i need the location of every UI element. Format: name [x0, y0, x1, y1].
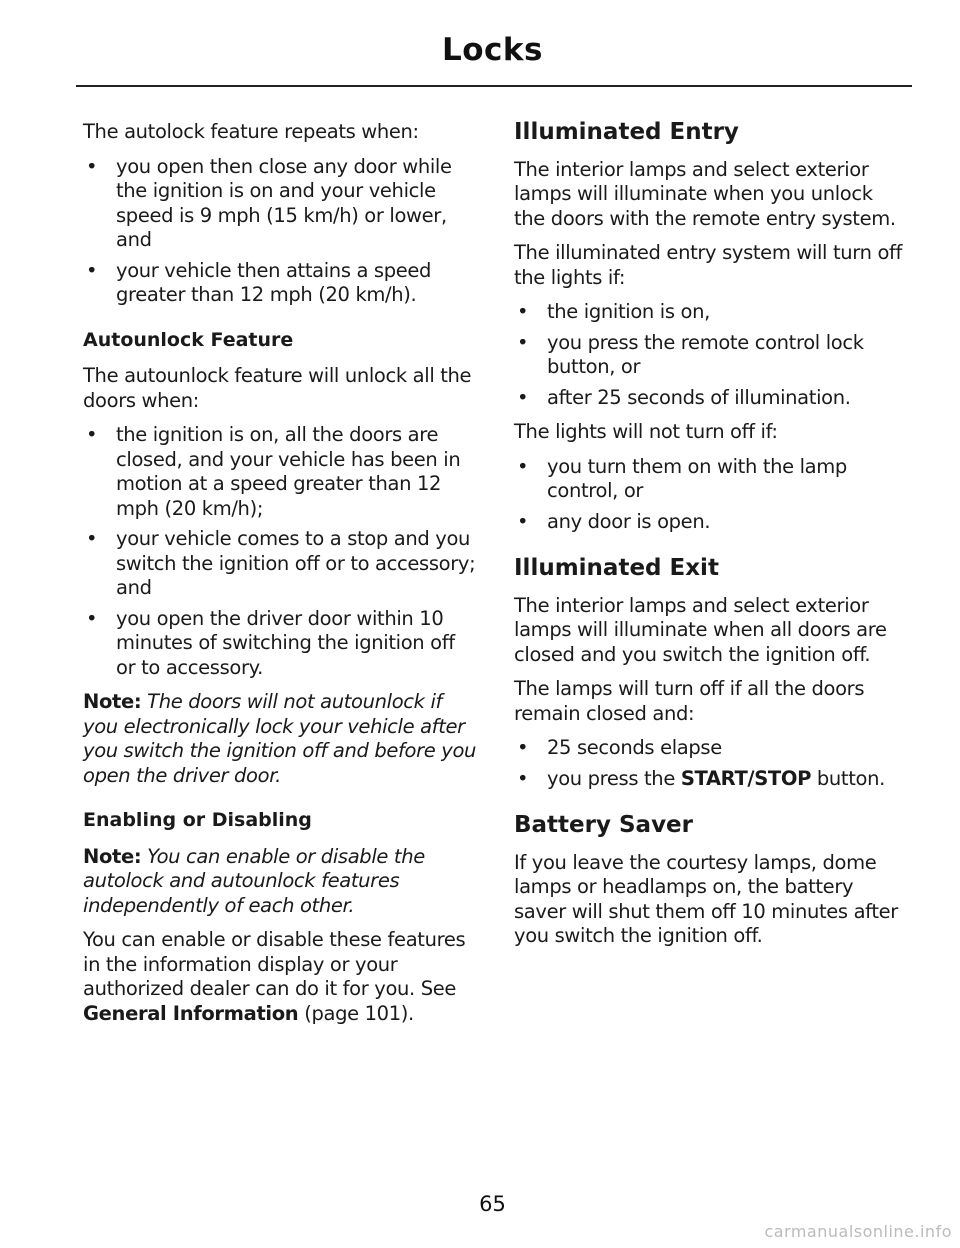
list-item: • any door is open.	[517, 509, 711, 533]
bullet: •	[517, 385, 529, 409]
list-item: • the ignition is on, all the doors are closed, and your vehicle has been in motion at a speed greater than 12 mph (20 km/h);	[86, 423, 461, 520]
right-column	[514, 120, 909, 959]
enable-paragraph: You can enable or disable these features in the information display or your authorized dealer can do it for you. See General Information (page 101).	[83, 928, 466, 1025]
exit-list	[514, 736, 909, 791]
note-autounlock: Note: The doors will not autounlock if you electronically lock your vehicle after you switch the ignition off and before you open the driver door.	[83, 690, 477, 787]
list-item: • 25 seconds elapse	[517, 736, 722, 759]
list-item: • you turn them on with the lamp control, or	[517, 454, 847, 502]
autounlock-heading: Autounlock Feature	[83, 328, 294, 351]
list-item: • you open the driver door within 10 minutes of switching the ignition off or to accessory.	[86, 606, 455, 679]
list-item: • your vehicle then attains a speed greater than 12 mph (20 km/h).	[86, 258, 432, 306]
bullet: •	[86, 527, 98, 550]
entry-list-2	[514, 455, 909, 535]
autolock-repeat-intro: The autolock feature repeats when:	[83, 120, 419, 143]
entry-list	[514, 300, 909, 410]
bullet: •	[517, 736, 529, 759]
illuminated-entry-heading: Illuminated Entry	[514, 119, 739, 145]
entry-paragraph-3: The lights will not turn off if:	[514, 420, 778, 443]
autounlock-list	[83, 423, 478, 680]
bullet: •	[517, 766, 529, 790]
left-column	[83, 120, 478, 1036]
list-item: • you press the START/STOP button.	[517, 766, 885, 790]
exit-paragraph-1: The interior lamps and select exterior lamps will illuminate when all doors are closed and you switch the ignition off.	[514, 593, 887, 666]
illuminated-exit-heading: Illuminated Exit	[514, 555, 719, 581]
list-item: • you open then close any door while the ignition is on and your vehicle speed is 9 mph (15 km/h) or lower, and	[86, 154, 452, 251]
header-divider	[76, 85, 912, 87]
general-information-link[interactable]: General Information	[83, 1001, 299, 1025]
autolock-repeat-list	[83, 155, 478, 308]
bullet: •	[86, 154, 98, 178]
bullet: •	[517, 509, 529, 533]
watermark-footer: carmanualsonline.info	[764, 1222, 952, 1241]
battery-saver-heading: Battery Saver	[514, 812, 694, 838]
exit-paragraph-2: The lamps will turn off if all the doors remain closed and:	[514, 677, 865, 725]
bullet: •	[517, 330, 529, 354]
bullet: •	[86, 258, 98, 282]
bullet: •	[86, 606, 98, 630]
bullet: •	[517, 454, 529, 478]
entry-paragraph-2: The illuminated entry system will turn off the lights if:	[514, 241, 903, 289]
list-item: • you press the remote control lock button, or	[517, 330, 864, 378]
bullet: •	[86, 423, 98, 446]
page-number: 65	[479, 1192, 506, 1216]
start-stop-label: START/STOP	[680, 766, 812, 790]
enabling-heading: Enabling or Disabling	[83, 809, 312, 831]
saver-paragraph: If you leave the courtesy lamps, dome lamps or headlamps on, the battery saver will shut them off 10 minutes after you switch the ignition off.	[514, 850, 898, 947]
entry-paragraph-1: The interior lamps and select exterior lamps will illuminate when you unlock the doors with the remote entry system.	[514, 157, 896, 230]
page-title: Locks	[442, 32, 543, 68]
list-item: • the ignition is on,	[517, 300, 710, 323]
list-item: • your vehicle comes to a stop and you switch the ignition off or to accessory; and	[86, 527, 476, 599]
autounlock-intro: The autounlock feature will unlock all the doors when:	[83, 364, 472, 412]
list-item: • after 25 seconds of illumination.	[517, 385, 851, 409]
note-enable: Note: You can enable or disable the autolock and autounlock features independently of each other.	[83, 844, 425, 917]
bullet: •	[517, 300, 529, 323]
